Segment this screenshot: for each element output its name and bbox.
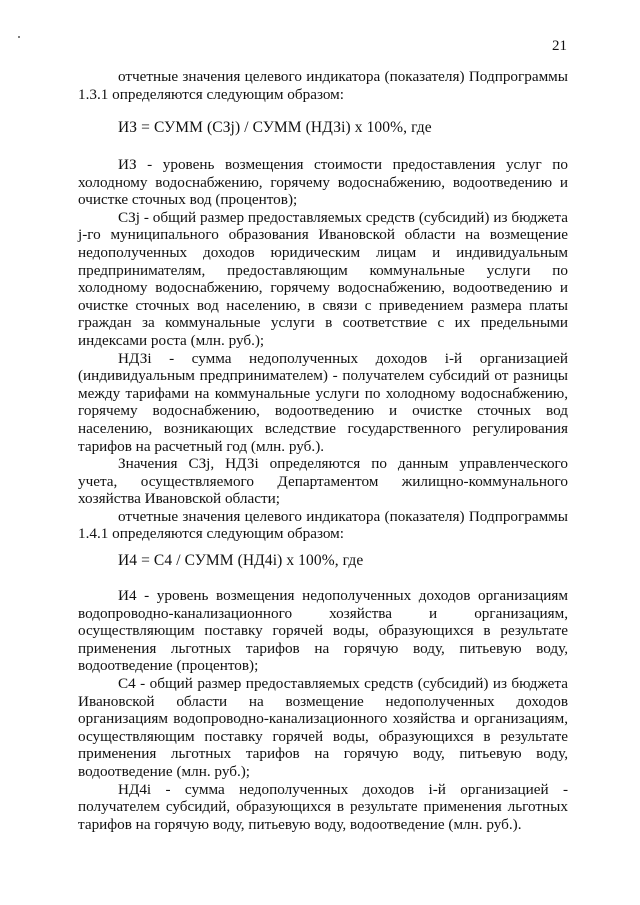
data-source-paragraph: Значения СЗj, НДЗi определяются по данным управленческого учета, осуществляемого Департаментом жилищно-коммунального хозяйства Ивановской области; (78, 455, 568, 508)
definition-nd4i: НД4i - сумма недополученных доходов i-й организацией - получателем субсидий, образующихся в результате применения льготных тарифов на горячую воду, питьевую воду, водоотведение (млн. руб.). (78, 780, 568, 833)
definition-c4: С4 - общий размер предоставляемых средств (субсидий) из бюджета Ивановской области на возмещение недополученных доходов организациям водопроводно-канализационного хозяйства и организациям, осуществляющим поставку горячей воды, образующихся в результате применения льготных тарифов на горячую воду, питьевую воду, водоотведение (млн. руб.); (78, 674, 568, 780)
definition-i3: ИЗ - уровень возмещения стоимости предоставления услуг по холодному водоснабжению, горячему водоснабжению, водоотведению и очистке сточных вод (процентов); (78, 156, 568, 209)
indicator-intro-paragraph: отчетные значения целевого индикатора (показателя) Подпрограммы 1.4.1 определяются следующим образом: (78, 507, 568, 543)
scan-speck (18, 36, 20, 38)
page-number: 21 (552, 38, 567, 54)
formula-i3: ИЗ = СУММ (СЗj) / СУММ (НДЗi) x 100%, где (118, 119, 432, 136)
definition-i4: И4 - уровень возмещения недополученных доходов организациям водопроводно-канализационного хозяйства и организациям, осуществляющим поставку горячей воды, образующихся в результате применения льготных тарифов на горячую воду, питьевую воду, водоотведение (процентов); (78, 587, 568, 675)
definition-nd3i: НДЗi - сумма недополученных доходов i-й организацией (индивидуальным предпринимателем) - получателем субсидий от разницы между тарифами на коммунальные услуги по холодному водоснабжению, горячему водоснабжению, водоотведению и очистке сточных вод населению, возникающих вследствие государственного регулирования тарифов на расчетный год (млн. руб.). (78, 349, 568, 455)
definitions-block-2 (78, 587, 568, 833)
definition-c3j: СЗj - общий размер предоставляемых средств (субсидий) из бюджета j-го муниципального образования Ивановской области на возмещение недополученных доходов юридическим лицам и индивидуальным предпринимателям, предоставляющим коммунальные услуги по холодному водоснабжению, горячему водоснабжению, водоотведению и очистке сточных вод населению, в связи с приведением размера платы граждан за коммунальные услуги в соответствие с их предельными индексами роста (млн. руб.); (78, 208, 568, 349)
intro-paragraph: отчетные значения целевого индикатора (показателя) Подпрограммы 1.3.1 определяются следующим образом: (78, 68, 568, 103)
formula-i4: И4 = С4 / СУММ (НД4i) x 100%, где (118, 552, 364, 569)
definitions-block-1 (78, 156, 568, 543)
intro-block (78, 68, 568, 103)
